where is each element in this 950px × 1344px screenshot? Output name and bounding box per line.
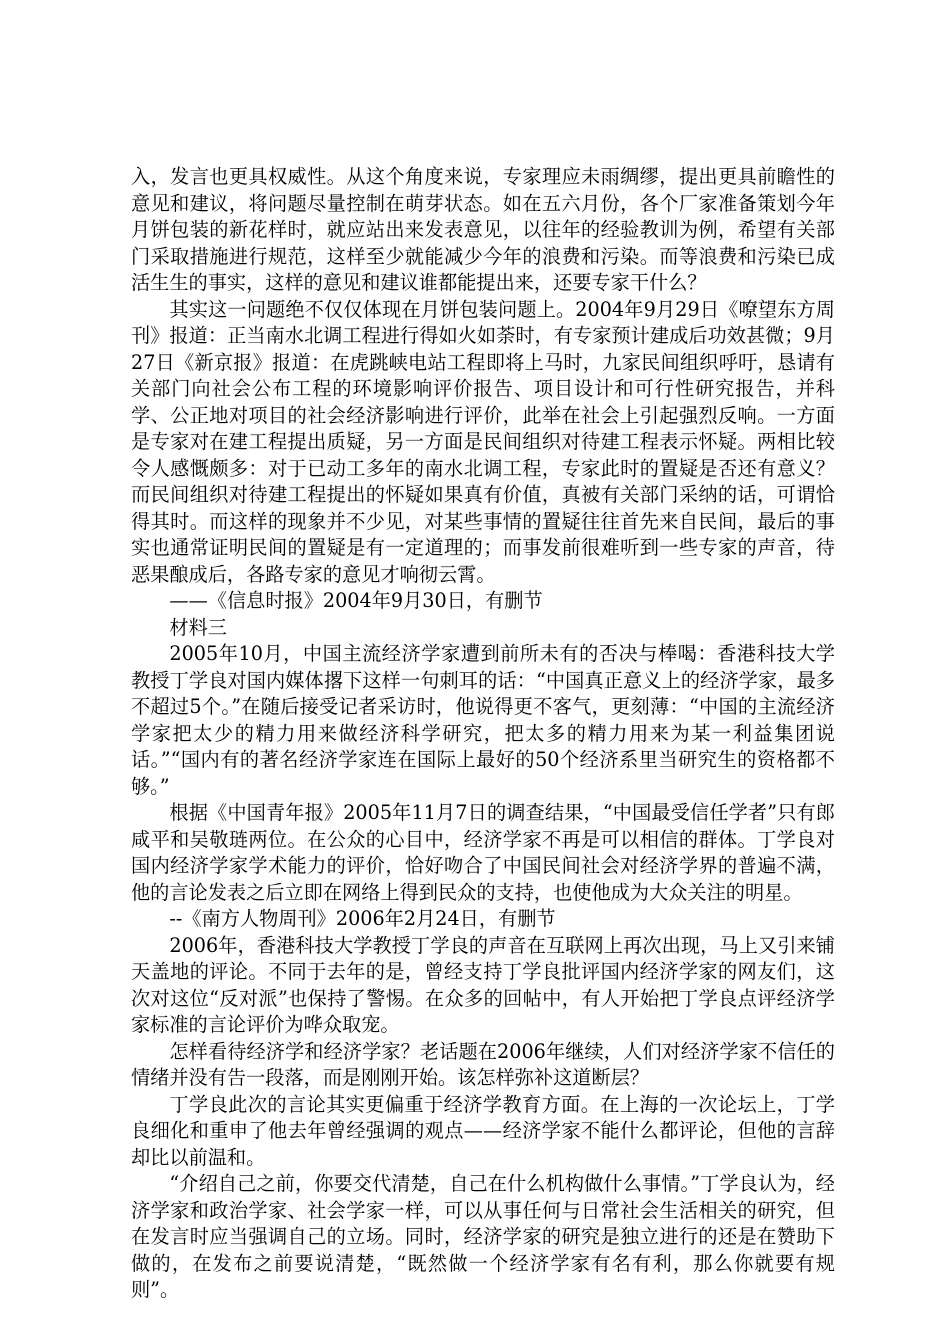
paragraph-body: “介绍自己之前，你要交代清楚，自己在什么机构做什么事情。”丁学良认为，经济学家和政治学家、社会学家一样，可以从事任何与日常社会生活相关的研究，但在发言时应当强调自己的立场。同时，经济学家的研究是独立进行的还是在赞助下做的，在发布之前要说清楚，“既然做一个经济学家有名有利，那么你就要有规则”。 [131,1172,835,1301]
paragraph-body: 根据《中国青年报》2005年11月7日的调查结果，“中国最受信任学者”只有郎咸平和吴敬琏两位。在公众的心目中，经济学家不再是可以相信的群体。丁学良对国内经济学家学术能力的评价，恰好吻合了中国民间社会对经济学界的普遍不满，他的言论发表之后立即在网络上得到民众的支持，也使他成为大众关注的明星。 [131,801,835,904]
source-citation: --《南方人物周刊》2006年2月24日，有删节 [169,907,556,930]
document-page [131,164,835,1304]
paragraph-body: 其实这一问题绝不仅仅体现在月饼包装问题上。2004年9月29日《嘹望东方周刊》报道：正当南水北调工程进行得如火如荼时，有专家预计建成后功效甚微；9月27日《新京报》报道：在虎跳峡电站工程即将上马时，九家民间组织呼吁，恳请有关部门向社会公布工程的环境影响评价报告、项目设计和可行性研究报告，并科学、公正地对项目的社会经济影响进行评价，此举在社会上引起强烈反响。一方面是专家对在建工程提出质疑，另一方面是民间组织对待建工程表示怀疑。两相比较令人感慨颇多：对于已动工多年的南水北调工程，专家此时的置疑是否还有意义？而民间组织对待建工程提出的怀疑如果真有价值，真被有关部门采纳的话，可谓恰得其时。而这样的现象并不少见，对某些事情的置疑往往首先来自民间，最后的事实也通常证明民间的置疑是有一定道理的；而事发前很难听到一些专家的声音，待恶果酿成后，各路专家的意见才响彻云霄。 [131,297,835,586]
paragraph-body: 丁学良此次的言论其实更偏重于经济学教育方面。在上海的一次论坛上，丁学良细化和重申了他去年曾经强调的观点——经济学家不能什么都评论，但他的言辞却比以前温和。 [131,1092,835,1169]
paragraph-body: 2006年，香港科技大学教授丁学良的声音在互联网上再次出现，马上又引来铺天盖地的评论。不同于去年的是，曾经支持丁学良批评国内经济学家的网友们，这次对这位“反对派”也保持了警惕。在众多的回帖中，有人开始把丁学良点评经济学家标准的言论评价为哗众取宠。 [131,933,835,1036]
section-heading: 材料三 [169,615,227,639]
paragraph-continuation: 入，发言也更具权威性。从这个角度来说，专家理应未雨绸缪，提出更具前瞻性的意见和建议，将问题尽量控制在萌芽状态。如在五六月份，各个厂家准备策划今年月饼包装的新花样时，就应站出来发表意见，以往年的经验教训为例，希望有关部门采取措施进行规范，这样至少就能减少今年的浪费和污染。而等浪费和污染已成活生生的事实，这样的意见和建议谁都能提出来，还要专家干什么？ [131,165,835,294]
paragraph-body: 2005年10月，中国主流经济学家遭到前所未有的否决与棒喝：香港科技大学教授丁学良对国内媒体撂下这样一句刺耳的话：“中国真正意义上的经济学家，最多不超过5个。”在随后接受记者采访时，他说得更不客气，更刻薄：“中国的主流经济学家把太少的精力用来做经济科学研究，把太多的精力用来为某一利益集团说话。”“国内有的著名经济学家连在国际上最好的50个经济系里当研究生的资格都不够。” [131,642,835,798]
paragraph-body: 怎样看待经济学和经济学家？老话题在2006年继续，人们对经济学家不信任的情绪并没有告一段落，而是刚刚开始。该怎样弥补这道断层？ [131,1039,835,1089]
source-citation: ——《信息时报》2004年9月30日，有删节 [169,589,543,612]
